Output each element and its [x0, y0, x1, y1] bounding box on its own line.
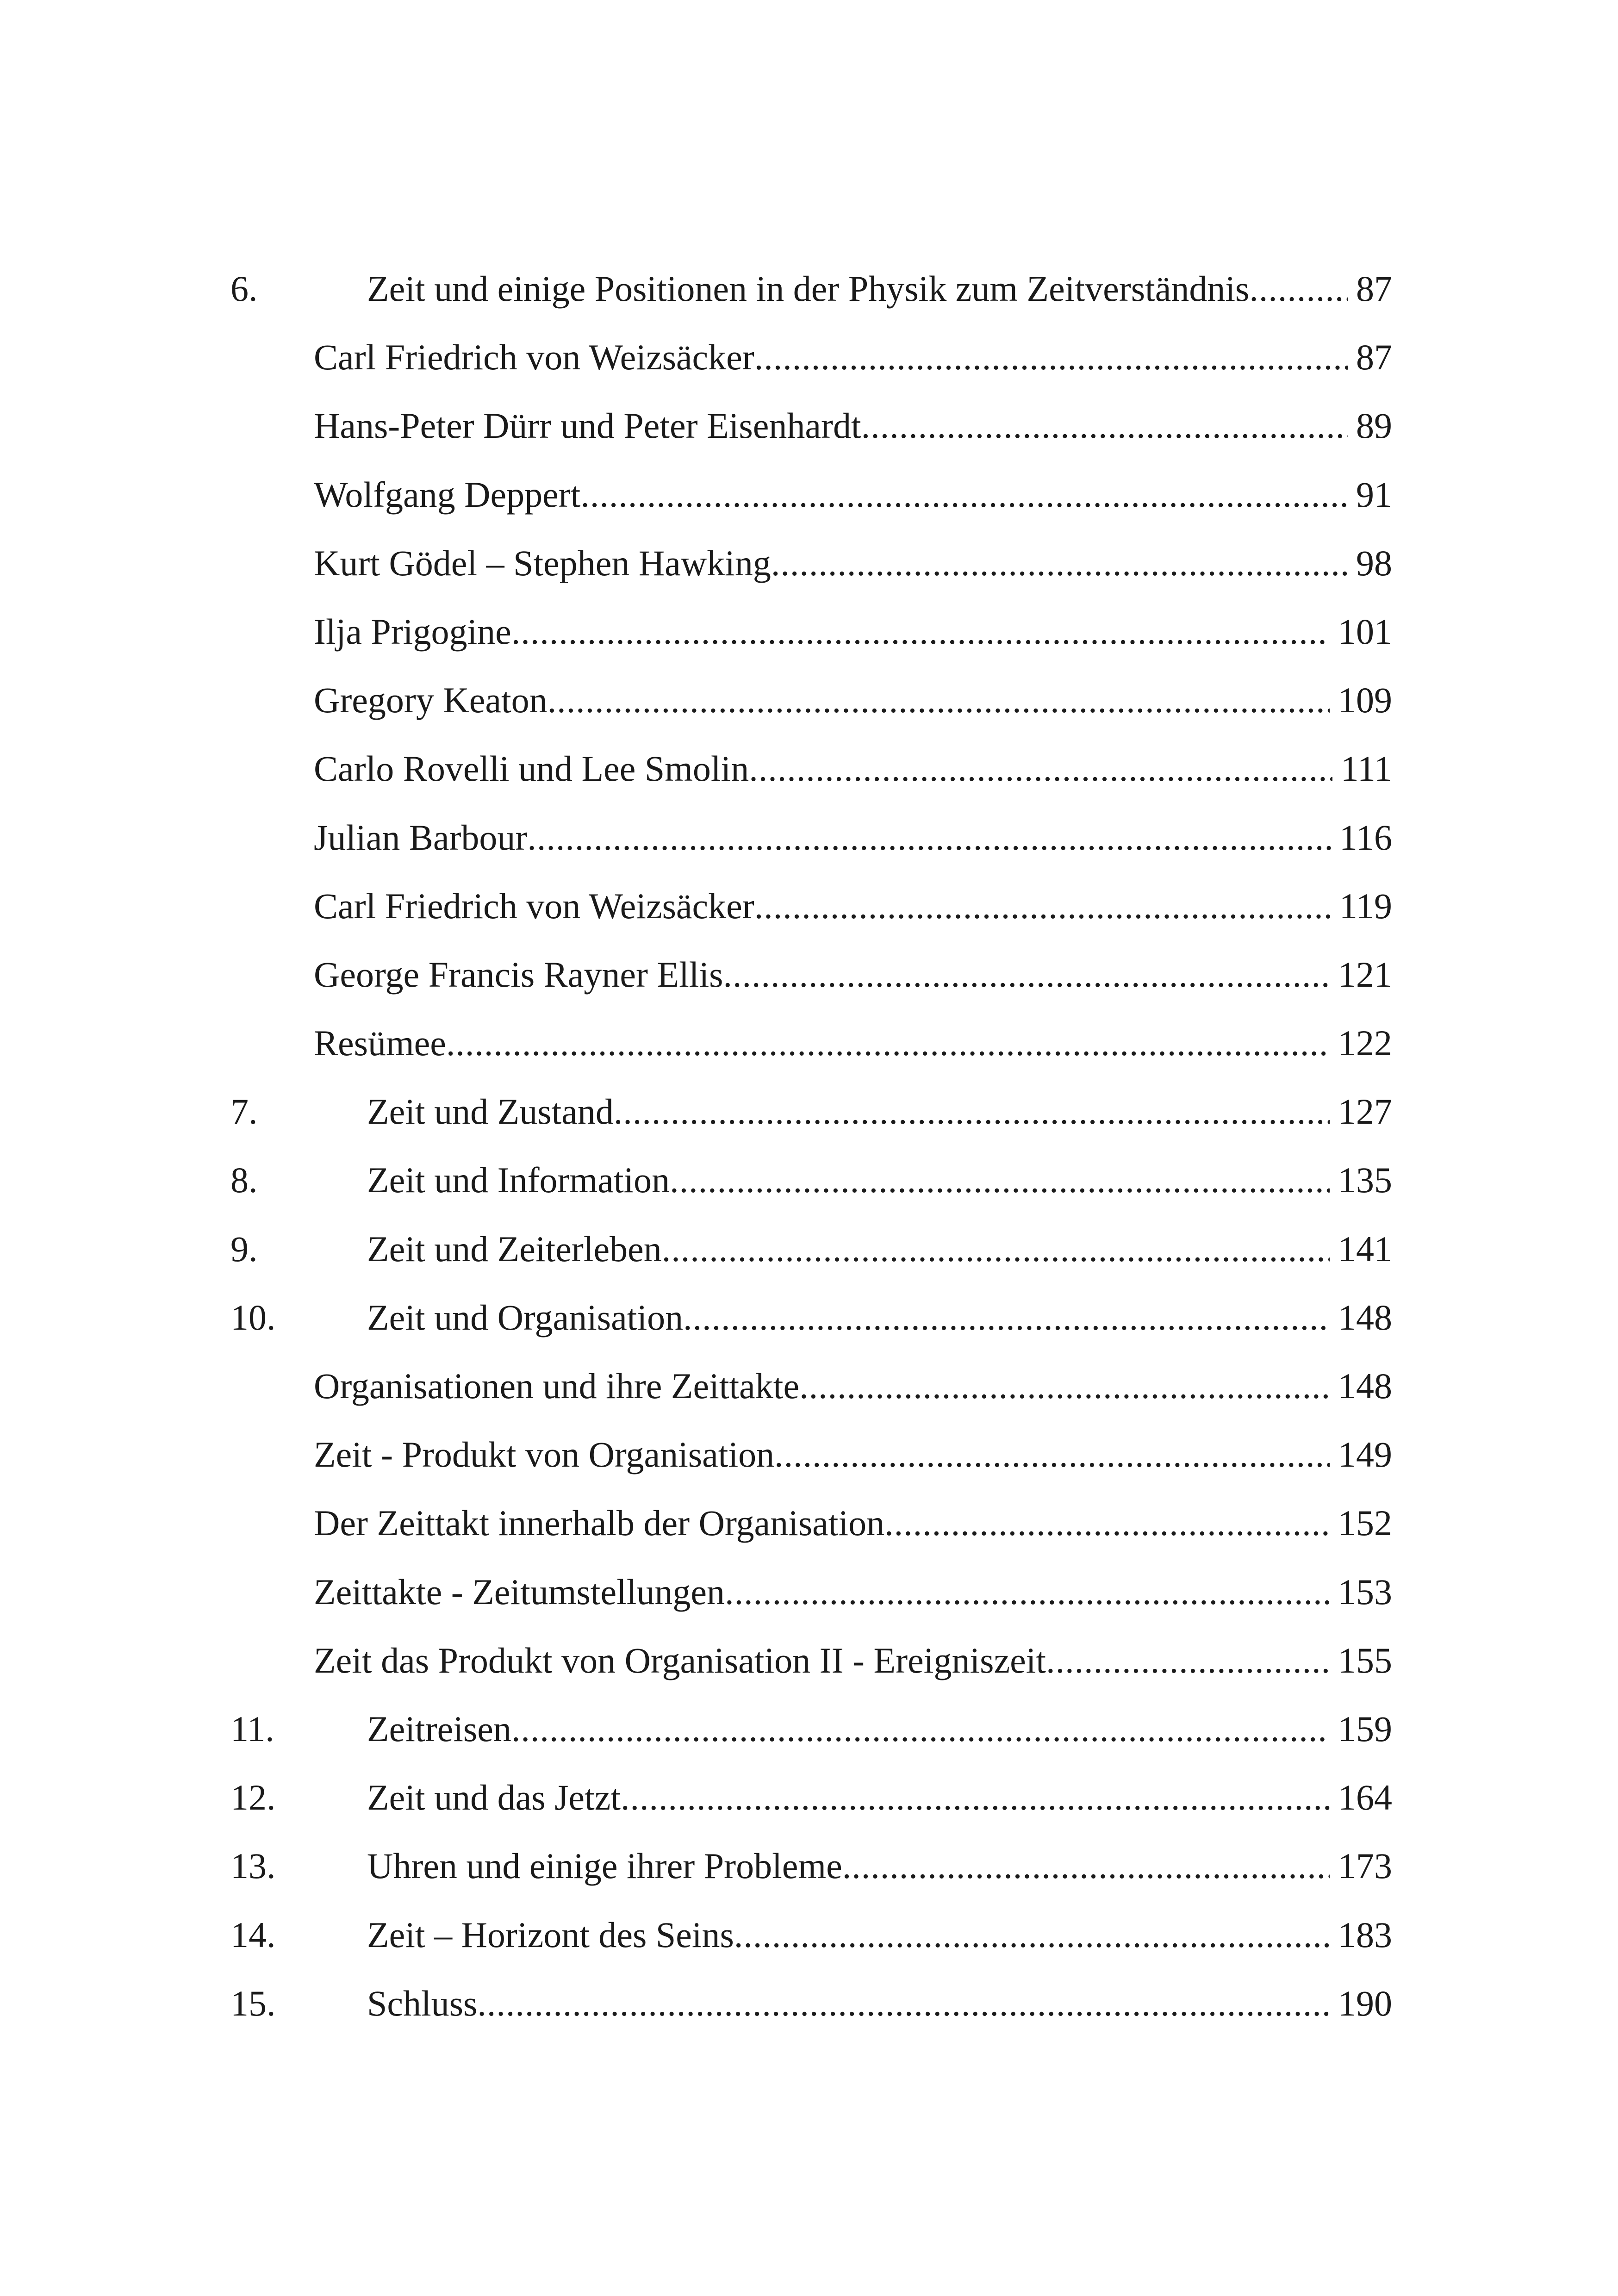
toc-dot-leader — [771, 529, 1348, 597]
toc-chapter-entry[interactable] — [230, 1832, 1392, 1900]
toc-entry-page: 122 — [1338, 1023, 1392, 1064]
toc-entry-page: 127 — [1338, 1091, 1392, 1132]
toc-entry-title: Wolfgang Deppert — [314, 474, 581, 515]
toc-entry-line — [314, 940, 1392, 1009]
toc-dot-leader — [754, 323, 1348, 392]
toc-section-entry[interactable] — [230, 1489, 1392, 1557]
toc-dot-leader — [725, 1558, 1330, 1626]
toc-entry-page: 121 — [1338, 954, 1392, 995]
toc-chapter-entry[interactable] — [230, 1763, 1392, 1832]
toc-entry-title: Der Zeittakt innerhalb der Organisation — [314, 1503, 885, 1543]
toc-entry-page: 116 — [1339, 817, 1392, 858]
toc-dot-leader — [446, 1009, 1330, 1077]
toc-entry-title: George Francis Rayner Ellis — [314, 954, 723, 995]
toc-entry-page: 183 — [1338, 1914, 1392, 1955]
toc-chapter-entry[interactable] — [230, 1969, 1392, 2038]
toc-section-entry[interactable] — [230, 1558, 1392, 1626]
toc-entry-number: 15. — [230, 1983, 276, 2023]
toc-entry-page: 89 — [1356, 405, 1392, 446]
toc-chapter-entry[interactable] — [230, 1146, 1392, 1214]
toc-entry-line — [367, 1146, 1392, 1214]
toc-chapter-entry[interactable] — [230, 1283, 1392, 1352]
toc-entry-line — [367, 1215, 1392, 1283]
toc-entry-line — [314, 1420, 1392, 1489]
toc-entry-number: 8. — [230, 1160, 258, 1201]
toc-entry-title: Zeit - Produkt von Organisation — [314, 1434, 775, 1475]
toc-section-entry[interactable] — [230, 529, 1392, 597]
toc-entry-title: Gregory Keaton — [314, 680, 548, 721]
toc-entry-number: 6. — [230, 268, 258, 309]
toc-entry-line — [314, 392, 1392, 460]
toc-entry-title: Organisationen und ihre Zeittakte — [314, 1366, 800, 1406]
toc-section-entry[interactable] — [230, 460, 1392, 529]
toc-dot-leader — [527, 803, 1331, 872]
toc-dot-leader — [580, 460, 1348, 529]
toc-entry-page: 155 — [1338, 1640, 1392, 1680]
toc-dot-leader — [614, 1077, 1330, 1146]
toc-dot-leader — [511, 1695, 1330, 1763]
toc-entry-title: Zeit – Horizont des Seins — [367, 1914, 734, 1955]
toc-chapter-entry[interactable] — [230, 255, 1392, 323]
toc-entry-page: 190 — [1338, 1983, 1392, 2023]
toc-entry-title: Zeit und Zustand — [367, 1091, 614, 1132]
toc-entry-line — [367, 1077, 1392, 1146]
toc-dot-leader — [799, 1352, 1330, 1420]
toc-entry-title: Zeit und Information — [367, 1160, 670, 1201]
toc-chapter-entry[interactable] — [230, 1215, 1392, 1283]
toc-entry-number: 14. — [230, 1914, 276, 1955]
toc-dot-leader — [774, 1420, 1330, 1489]
toc-entry-page: 148 — [1338, 1366, 1392, 1406]
toc-entry-number: 9. — [230, 1228, 258, 1269]
toc-section-entry[interactable] — [230, 1009, 1392, 1077]
toc-dot-leader — [723, 940, 1330, 1009]
toc-entry-page: 164 — [1338, 1777, 1392, 1818]
toc-entry-line — [367, 1901, 1392, 1969]
toc-section-entry[interactable] — [230, 392, 1392, 460]
toc-section-entry[interactable] — [230, 803, 1392, 872]
toc-list — [230, 255, 1392, 2038]
toc-dot-leader — [1046, 1626, 1330, 1695]
toc-entry-number: 12. — [230, 1777, 276, 1818]
toc-entry-line — [367, 1763, 1392, 1832]
toc-section-entry[interactable] — [230, 940, 1392, 1009]
toc-entry-title: Carl Friedrich von Weizsäcker — [314, 885, 754, 926]
toc-section-entry[interactable] — [230, 1352, 1392, 1420]
toc-entry-page: 148 — [1338, 1297, 1392, 1338]
toc-entry-line — [314, 460, 1392, 529]
toc-chapter-entry[interactable] — [230, 1695, 1392, 1763]
toc-section-entry[interactable] — [230, 734, 1392, 803]
toc-dot-leader — [861, 392, 1348, 460]
toc-entry-page: 135 — [1338, 1160, 1392, 1201]
toc-entry-line — [314, 1009, 1392, 1077]
toc-entry-line — [314, 1352, 1392, 1420]
toc-entry-title: Carlo Rovelli und Lee Smolin — [314, 748, 749, 789]
toc-dot-leader — [842, 1832, 1330, 1900]
toc-dot-leader — [754, 872, 1331, 940]
toc-section-entry[interactable] — [230, 872, 1392, 940]
toc-entry-title: Julian Barbour — [314, 817, 528, 858]
toc-dot-leader — [884, 1489, 1330, 1557]
toc-entry-title: Uhren und einige ihrer Probleme — [367, 1846, 842, 1886]
toc-entry-number: 10. — [230, 1297, 276, 1338]
toc-entry-title: Zeit und einige Positionen in der Physik zum Zeitverständnis — [367, 268, 1250, 309]
toc-chapter-entry[interactable] — [230, 1077, 1392, 1146]
toc-entry-title: Schluss — [367, 1983, 478, 2023]
toc-entry-title: Kurt Gödel – Stephen Hawking — [314, 542, 771, 583]
toc-entry-line — [367, 1832, 1392, 1900]
toc-entry-page: 149 — [1338, 1434, 1392, 1475]
toc-entry-title: Ilja Prigogine — [314, 611, 511, 652]
toc-entry-title: Carl Friedrich von Weizsäcker — [314, 337, 754, 378]
toc-entry-number: 11. — [230, 1708, 274, 1749]
toc-entry-page: 111 — [1340, 748, 1392, 789]
toc-entry-title: Zeit und das Jetzt — [367, 1777, 621, 1818]
toc-entry-line — [367, 255, 1392, 323]
toc-entry-title: Zeittakte - Zeitumstellungen — [314, 1571, 725, 1612]
toc-entry-page: 173 — [1338, 1846, 1392, 1886]
toc-entry-line — [367, 1695, 1392, 1763]
toc-section-entry[interactable] — [230, 666, 1392, 734]
toc-section-entry[interactable] — [230, 1626, 1392, 1695]
toc-entry-line — [314, 529, 1392, 597]
toc-entry-title: Zeit und Zeiterleben — [367, 1228, 662, 1269]
toc-dot-leader — [1249, 255, 1348, 323]
toc-entry-page: 119 — [1339, 885, 1392, 926]
toc-entry-line — [314, 1489, 1392, 1557]
toc-entry-page: 109 — [1338, 680, 1392, 721]
toc-entry-page: 101 — [1338, 611, 1392, 652]
toc-section-entry[interactable] — [230, 323, 1392, 392]
toc-entry-page: 153 — [1338, 1571, 1392, 1612]
toc-entry-line — [314, 734, 1392, 803]
toc-entry-title: Hans-Peter Dürr und Peter Eisenhardt — [314, 405, 861, 446]
toc-entry-title: Zeit das Produkt von Organisation II - Ereigniszeit — [314, 1640, 1046, 1680]
toc-dot-leader — [683, 1283, 1330, 1352]
toc-entry-title: Resümee — [314, 1023, 446, 1064]
toc-dot-leader — [734, 1901, 1330, 1969]
toc-dot-leader — [477, 1969, 1330, 2038]
toc-entry-page: 91 — [1356, 474, 1392, 515]
toc-dot-leader — [548, 666, 1330, 734]
toc-dot-leader — [670, 1146, 1330, 1214]
toc-entry-line — [314, 597, 1392, 666]
toc-dot-leader — [621, 1763, 1330, 1832]
table-of-contents — [230, 255, 1392, 2038]
toc-dot-leader — [662, 1215, 1330, 1283]
toc-entry-page: 141 — [1338, 1228, 1392, 1269]
toc-entry-title: Zeit und Organisation — [367, 1297, 684, 1338]
toc-entry-line — [314, 872, 1392, 940]
toc-entry-line — [314, 803, 1392, 872]
toc-entry-number: 13. — [230, 1846, 276, 1886]
toc-entry-line — [314, 666, 1392, 734]
toc-entry-page: 87 — [1356, 268, 1392, 309]
toc-entry-page: 152 — [1338, 1503, 1392, 1543]
toc-entry-line — [367, 1283, 1392, 1352]
toc-entry-page: 159 — [1338, 1708, 1392, 1749]
toc-entry-line — [314, 1626, 1392, 1695]
toc-entry-page: 98 — [1356, 542, 1392, 583]
toc-entry-title: Zeitreisen — [367, 1708, 511, 1749]
toc-section-entry[interactable] — [230, 597, 1392, 666]
toc-entry-number: 7. — [230, 1091, 258, 1132]
toc-entry-line — [314, 1558, 1392, 1626]
toc-chapter-entry[interactable] — [230, 1901, 1392, 1969]
toc-entry-line — [367, 1969, 1392, 2038]
toc-entry-page: 87 — [1356, 337, 1392, 378]
toc-dot-leader — [511, 597, 1330, 666]
toc-dot-leader — [749, 734, 1332, 803]
toc-section-entry[interactable] — [230, 1420, 1392, 1489]
toc-entry-line — [314, 323, 1392, 392]
